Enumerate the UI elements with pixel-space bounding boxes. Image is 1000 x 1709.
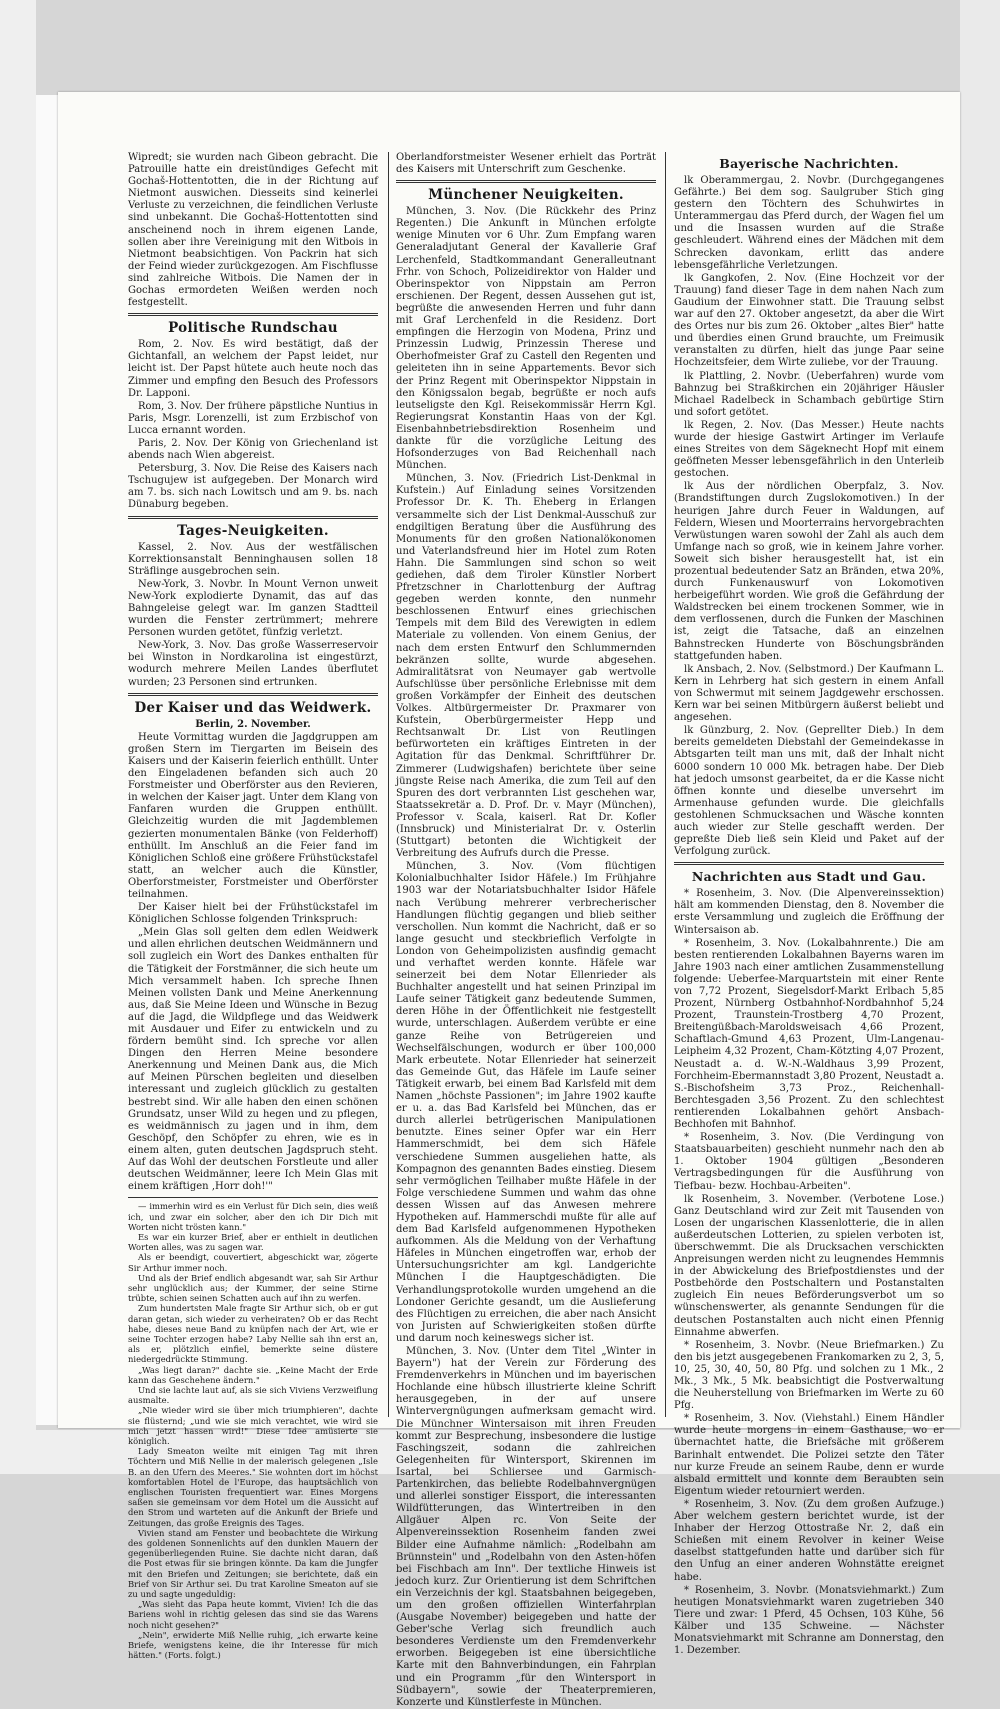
column-1 [128, 152, 378, 1661]
news-item: New-York, 3. Novbr. In Mount Vernon unweit New-York explodierte Dynamit, das auf das Bahngeleise gelegt war. Im ganzen Stadtteil wurden die Fenster zertrümmert; mehrere Personen wurden getötet, fünfzig verletzt. [128, 578, 378, 639]
feuilleton-paragraph: „Nie wieder wird sie über mich triumphieren", dachte sie flüsternd; „und wie sie mich verachtet, wie wird sie mich jetzt hassen wird!" Diese Idee amüsierte sie königlich. [128, 1405, 378, 1446]
news-item: lk Oberammergau, 2. Novbr. (Durchgegangenes Gefährte.) Bei dem sog. Saulgruber Stich ging gestern den Töchtern des Schuhwirtes in Unterammergau das Pferd durch, der Wagen fiel um und die Insassen wurden auf die Straße geschleudert. Während eines der Mädchen mit dem Schrecken davonkam, erlitt das andere lebensgefährliche Verletzungen. [674, 175, 944, 271]
news-item: * Rosenheim, 3. Nov. (Die Verdingung von Staatsbauarbeiten) geschieht nunmehr nach den ab 1. Oktober 1904 gültigen „Besonderen Vertragsbedingungen für die Ausführung von Tiefbau- bezw. Hochbau-Arbeiten". [674, 1132, 944, 1192]
feuilleton-paragraph: Und sie lachte laut auf, als sie sich Viviens Verzweiflung ausmalte. [128, 1384, 378, 1406]
news-item: lk Plattling, 2. Novbr. (Ueberfahren) wurde vom Bahnzug bei Straßkirchen ein 20jähriger Häusler Michael Radelbeck in Schambach gebürtige Stirn und sofort getötet. [674, 370, 944, 418]
feuilleton-paragraph: „Nein", erwiderte Miß Nellie ruhig, „ich erwarte keine Briefe, wenigstens keine, die ihr Interesse für mich hätten." (Forts. folgt.) [128, 1629, 378, 1661]
section-divider [396, 180, 656, 183]
article-text: Oberlandforstmeister Wesener erhielt das Porträt des Kaisers mit Unterschrift zum Geschenke. [396, 152, 656, 176]
newspaper-page [58, 92, 960, 1708]
news-item: Kassel, 2. Nov. Aus der westfälischen Korrektionsanstalt Benninghausen sollen 18 Sträflinge ausgebrochen sein. [128, 541, 378, 577]
page-edge-strip [36, 95, 59, 1425]
section-heading: Der Kaiser und das Weidwerk. [134, 699, 372, 716]
news-item: * Rosenheim, 3. Novbr. (Neue Briefmarken.) Zu den bis jetzt ausgegebenen Frankomarken zu 2, 3, 5, 10, 25, 30, 40, 50, 80 Pfg. und solchen zu 1 Mk., 2 Mk., 3 Mk., 5 Mk. beabsichtigt die Postverwaltung die Neuherstellung von Briefmarken im Werte zu 60 Pfg. [674, 1339, 944, 1412]
article-paragraph: „Mein Glas soll gelten dem edlen Weidwerk und allen ehrlichen deutschen Weidmännern und soll zugleich ein Wort des Dankes enthalten für die Tätigkeit der Forstmänner, die sich heute um Mich versammelt haben. Ich spreche Ihnen Meinen vollsten Dank und Meine Anerkennung aus, daß Sie Meine Ideen und Wünsche in Bezug auf die Jagd, die Wildpflege und das Weidwerk mit Ausdauer und Eifer zu entwickeln und zu fördern bemüht sind. Ich spreche vor allen Dingen den Herren Meine besondere Anerkennung und Meinen Dank aus, die Mich auf Meinen Pürschen begleiten und dieselben interessant und zugleich glücklich zu gestalten bestrebt sind. Wir alle haben den einen schönen Grundsatz, unser Wild zu hegen und zu pflegen, es weidmännisch zu jagen und in ihm, dem Geschöpf, den Schöpfer zu ehren, wie es in einem alten, guten deutschen Jagdspruch steht. Auf das Wohl der deutschen Forstleute und aller deutschen Weidmänner, leere Ich Mein Glas mit einem kräftigen ‚Horr doh!'" [128, 927, 378, 1193]
news-item: lk Regen, 2. Nov. (Das Messer.) Heute nachts wurde der hiesige Gastwirt Artinger im Verlaufe eines Streites von dem Sägeknecht Hopf mit einem geöffneten Messer lebensgefährlich in den Unterleib gestochen. [674, 419, 944, 480]
news-item: München, 3. Nov. (Vom flüchtigen Kolonialbuchhalter Isidor Häfele.) Im Frühjahre 1903 war der Notariatsbuchhalter Isidor Häfele nach Verübung mehrerer verbrecherischer Handlungen flüchtig gegangen und blieb seither verschollen. Nun kommt die Nachricht, daß er so lange gesucht und steckbrieflich Verfolgte in London von Geheimpolizisten ausfindig gemacht und verhaftet werden konnte. Häfele war seinerzeit bei dem Notar Ellenrieder als Buchhalter angestellt und hat seinen Prinzipal im Laufe seiner Tätigkeit ganz bedeutende Summen, deren Höhe in der Öffentlichkeit nie festgestellt wurde, unterschlagen. Außerdem verübte er eine ganze Reihe von Betrügereien und Wechselfälschungen, wodurch er über 100,000 Mark erbeutete. Notar Ellenrieder hat seinerzeit das Gemeinde Gut, das Häfele im Laufe seiner Tätigkeit erwarb, bei einem Bad Karlsfeld mit dem Namen „höchste Passionen"; im Jahre 1902 kaufte er u. a. das Bad Karlsfeld bei München, das er durch allerlei betrügerischen Manipulationen benutzte. Eines seiner Opfer war ein Herr Hammerschmidt, bei dem sich Häfele verschiedene Summen ausgeliehen hatte, als Kompagnon des genannten Bades einstieg. Diesem sehr vermöglichen Teilhaber mußte Häfele in der Folge verschiedene Summen und wahm das ohne dessen Wissen auf das Anwesen mehrere Hypotheken auf. Hammerschdi mußte für alle auf dem Bad Karlsfeld aufgenommenen Hypotheken aufkommen. Als die Meldung von der Verhaftung Häfeles in München eingetroffen war, erhob der Untersuchungsrichter am kgl. Landgerichte München I die Hauptgeschädigten. Die Verhandlungsprotokolle wurden umgehend an die Londoner Gerichte gesandt, um die Auslieferung des Flüchtigen zu erreichen, die aber nach Ansicht von Juristen auf Schwierigkeiten stoßen dürfte und darum noch keineswegs sicher ist. [396, 861, 656, 1344]
article-paragraph: Heute Vormittag wurden die Jagdgruppen am großen Stern im Tiergarten im Beisein des Kaisers und der Kaiserin feierlich enthüllt. Unter den Eingeladenen befanden sich auch 20 Forstmeister und Oberförster aus den Revieren, in welchen der Kaiser jagt. Unter dem Klang von Fanfaren wurden die Gruppen enthüllt. Gleichzeitig wurden die mit Jagdemblemen gezierten monumentalen Bänke (von Felderhoff) enthüllt. Im Anschluß an die Feier fand im Königlichen Schloß eine größere Frühstückstafel statt, an welcher auch die Künstler, Oberforstmeister, Forstmeister und Oberförster teilnahmen. [128, 731, 378, 900]
section-divider [674, 862, 944, 865]
section-heading: Münchener Neuigkeiten. [428, 187, 624, 204]
feuilleton [128, 1201, 378, 1660]
article-paragraph: Der Kaiser hielt bei der Frühstückstafel im Königlichen Schlosse folgenden Trinkspruch: [128, 902, 378, 926]
news-item: lk Rosenheim, 3. November. (Verbotene Lose.) Ganz Deutschland wird zur Zeit mit Tausenden von Losen der ungarischen Klassenlotterie, die in allen außerdeutschen Lotterien, zu spielen verboten ist, überschwemmt. Die als Drucksachen verschickten Anpreisungen werden nicht zu leugnendes Hemmnis in der Abwickelung des Briefpostdienstes und der Postbehörde den Postschaltern und Postanstalten zugleich Ein neues Beförderungsverbot um so wünschenswerter, als genannte Sendungen für die deutschen Postanstalten auch nicht einen Pfennig Einnahme abwerfen. [674, 1193, 944, 1338]
feuilleton-paragraph: Und als der Brief endlich abgesandt war, sah Sir Arthur sehr unglücklich aus; der Kummer, der seine Stirne trübte, schien seinen Schatten auch auf ihn zu werfen. [128, 1272, 378, 1304]
news-item: * Rosenheim, 3. Nov. (Die Alpenvereinssektion) hält am kommenden Dienstag, den 8. November die erste Versammlung und zugleich die Eröffnung der Wintersaison ab. [674, 888, 944, 936]
section-heading: Tages-Neuigkeiten. [177, 522, 329, 539]
news-item: lk Aus der nördlichen Oberpfalz, 3. Nov. (Brandstiftungen durch Zugslokomotiven.) In der heurigen Jahre durch Feuer in Waldungen, auf Feldern, Wiesen und Moorterrains hervorgebrachten Verwüstungen waren sowohl der Zahl als auch dem Umfange nach so groß, wie in keinem Jahre vorher. Soweit sich bisher herausgestellt hat, ist ein prozentual bedeutender Satz an Bränden, etwa 20%, durch Funkenauswurf von Lokomotiven herbeigeführt worden. Wie groß die Gefährdung der Waldstrecken bei einem trockenen Sommer, wie in dem verflossenen, durch die Funken der Maschinen ist, zeigt die Tatsache, daß an einzelnen Bahnstrecken Hunderte von Böschungsbränden stattgefunden haben. [674, 481, 944, 662]
news-item: lk Ansbach, 2. Nov. (Selbstmord.) Der Kaufmann L. Kern in Lehrberg hat sich gestern in einem Anfall von Schwermut mit seinem Jagdgewehr erschossen. Kern war bei seinen Mitbürgern äußerst beliebt und angesehen. [674, 663, 944, 724]
scan-margin-right [960, 0, 1000, 1474]
feuilleton-paragraph: Lady Smeaton weilte mit einigen Tag mit ihren Töchtern und Miß Nellie in der malerisch gelegenen „Isle B. an den Ufern des Meeres." Sie wohnten dort im höchst komfortablen Hotel de l'Europe, das hauptsächlich von englischen Touristen frequentiert war. Eines Morgens saßen sie gemeinsam vor dem Hotel um die Aussicht auf den Strom und warteten auf die Ankunft der Briefe und Zeitungen, das große Ereignis des Tages. [128, 1446, 378, 1528]
news-item: New-York, 3. Nov. Das große Wasserreservoir bei Winston in Nordkarolina ist eingestürzt, wodurch mehrere Meilen Landes überflutet wurden; 23 Personen sind ertrunken. [128, 640, 378, 688]
feuilleton-paragraph: Es war ein kurzer Brief, aber er enthielt in deutlichen Worten alles, was zu sagen war. [128, 1231, 378, 1253]
article-text: Wipredt; sie wurden nach Gibeon gebracht. Die Patrouille hatte ein dreistündiges Gefecht mit Gochaš-Hottentotten, die in der Richtung auf Nietmont auswichen. Diesseits sind keinerlei Verluste zu verzeichnen, die feindlichen Verluste sind unbekannt. Die Gochaš-Hottentotten sind anscheinend noch in ihrem eigenen Lande, sollen aber ihre Vereinigung mit den Witbois in Nietmont beabsichtigen. Von Packrin hat sich der Feind wieder zurückgezogen. Am Fischflusse sind zahlreiche Witbois. Die Namen der in Gochas ermordeten Weißen werden noch festgestellt. [128, 152, 378, 309]
news-item: München, 3. Nov. (Unter dem Titel „Winter in Bayern") hat der Verein zur Förderung des Fremdenverkehrs in München und im bayerischen Hochlande eine hübsch illustrierte kleine Schrift herausgegeben, in der auf unsere Wintervergnügungen aufmerksam gemacht wird. Die Münchner Wintersaison mit ihren Freuden kommt zur Besprechung, insbesondere die lustige Faschingszeit, sodann die zahlreichen Gelegenheiten für Wintersport, Skirennen im Isartal, bei Schliersee und Garmisch-Partenkirchen, das beliebte Rodelbahnvergnügen und allerlei sonstiger Eissport, die interessanten Wildfütterungen, das Wintertreiben in den Allgäuer Alpen rc. Von Seite der Alpenvereinssektion Rosenheim fanden zwei Bilder eine Aufnahme nämlich: „Rodelbahn am Brünnstein" und „Rodelbahn von den Asten-höfen bei Fischbach am Inn". Der textliche Hinweis ist jedoch kurz. Zur Orientierung ist dem Schriftchen ein Verzeichnis der kgl. Staatsbahnen beigegeben, um den großen offiziellen Winterfahrplan (Ausgabe November) beigegeben und hatte der Geber'sche Verlag sich freundlich auch besonderes Verdienste um den Fremdenverkehr erworben. Beigegeben ist eine übersichtliche Karte mit den Bahnverbindungen, ein Fahrplan und ein Programm „für den Wintersport in Südbayern", sowie der Theaterpremieren, Konzerte und Künstlerfeste in München. [396, 1346, 656, 1708]
column-3 [674, 152, 944, 1657]
news-item: München, 3. Nov. (Friedrich List-Denkmal in Kufstein.) Auf Einladung seines Vorsitzenden Professor Dr. K. Th. Eheberg in Erlangen versammelte sich der List Denkmal-Ausschuß zur endgiltigen Beratung über die Ausführung des Monuments für den großen Nationalökonomen und Vaterlandsfreund hier im Hotel zum Roten Hahn. Die Sammlungen sind schon so weit gediehen, daß dem Tiroler Künstler Norbert Pfretzschner in Charlottenburg der Auftrag gegeben werden konnte, den nunmehr beschlossenen Entwurf eines griechischen Tempels mit dem Bild des Verewigten in edlem Materiale zu vollenden. Von einem Genius, der nach dem ersten Entwurf den Schlummernden bekränzen sollte, wurde abgesehen. Admiralitätsrat von Neumayer gab wertvolle Aufschlüsse über persönliche Erlebnisse mit dem großen Vorkämpfer der Einheit des deutschen Volkes. Altbürgermeister Dr. Praxmarer von Kufstein, Oberbürgermeister Hepp und Rechtsanwalt Dr. List von Reutlingen befürworteten ein kräftiges Eintreten in der Agitation für das Denkmal. Schriftführer Dr. Zimmerer (Ludwigshafen) berichtete über seine jüngste Reise nach Amerika, die zum Teil auf den Spuren des dort verbrannten List geschehen war, Staatssekretär a. D. Prof. Dr. v. Mayr (München), Professor v. Scala, kaiserl. Rat Dr. Kofler (Innsbruck) und Ministerialrat Dr. v. Osterlin (Stuttgart) betonten die Wichtigkeit der Verbreitung des Aufrufs durch die Presse. [396, 473, 656, 860]
news-item: * Rosenheim, 3. Nov. (Lokalbahnrente.) Die am besten rentierenden Lokalbahnen Bayerns waren im Jahre 1903 nach einer amtlichen Zusammenstellung folgende: Ueberfee-Marquartstein mit einer Rente von 7,72 Prozent, Siegelsdorf-Markt Erlbach 5,85 Prozent, Nürnberg Ostbahnhof-Nordbahnhof 5,24 Prozent, Traunstein-Trostberg 4,70 Prozent, Breitengüßbach-Maroldsweisach 4,66 Prozent, Schaftlach-Gmund 4,63 Prozent, Ulm-Langenau-Leipheim 4,32 Prozent, Cham-Kötzting 4,07 Prozent, Neustadt a. d. W.-N.-Waldhaus 3,99 Prozent, Forchheim-Ebermannstadt 3,80 Prozent, Neustadt a. S.-Bischofsheim 3,73 Proz., Reichenhall-Berchtesgaden 3,56 Prozent. Zu den schlechtest rentierenden Lokalbahnen gehört Ansbach-Bechhofen mit Bahnhof. [674, 937, 944, 1131]
feuilleton-paragraph: „Was sieht das Papa heute kommt, Vivien! Ich die das Bariens wohl in richtig gelesen das sind sie das Warens noch nicht gesehen?" [128, 1599, 378, 1630]
feuilleton-paragraph: Als er beendigt, couvertiert, abgeschickt war, zögerte Sir Arthur immer noch. [128, 1252, 378, 1273]
feuilleton-paragraph: Zum hundertsten Male fragte Sir Arthur sich, ob er gut daran getan, sich wieder zu verheiraten? Ob er das Recht habe, dieses neue Band zu knüpfen nach der Art, wie er seine Tochter erzogen habe? Laby Nellie sah ihn erst an, als er, plötzlich einfiel, bemerkte seine düstere niedergedrückte Stimmung. [128, 1303, 378, 1365]
news-item: Rom, 2. Nov. Es wird bestätigt, daß der Gichtanfall, an welchem der Papst leidet, nur leicht ist. Der Papst hütete auch heute noch das Zimmer und empfing den Besuch des Professors Dr. Lapponi. [128, 339, 378, 399]
news-item: Paris, 2. Nov. Der König von Griechenland ist abends nach Wien abgereist. [128, 437, 378, 462]
news-item: * Rosenheim, 3. Nov. (Zu dem großen Aufzuge.) Aber welchem gestern berichtet wurde, ist der Inhaber der Herzog Ottostraße Nr. 2, daß ein Schießen mit einem Revolver in keiner Weise daselbst stattgefunden hatte und darüber sich für den Unfug an einer anderen Wohnstätte ereignet habe. [674, 1498, 944, 1583]
section-heading: Nachrichten aus Stadt und Gau. [691, 869, 927, 885]
column-rule [665, 152, 666, 1417]
news-item: * Rosenheim, 3. Novbr. (Monatsviehmarkt.) Zum heutigen Monatsviehmarkt waren zugetrieben 340 Tiere und zwar: 1 Pferd, 45 Ochsen, 103 Kühe, 56 Kälber und 135 Schweine. — Nächster Monatsviehmarkt mit Schranne am Donnerstag, den 1. Dezember. [674, 1584, 944, 1657]
feuilleton-paragraph: — immerhin wird es ein Verlust für Dich sein, dies weiß ich, und zwar ein solcher, aber den ich Dir Dich mit Worten nicht trösten kann." [128, 1201, 378, 1232]
news-item: Rom, 3. Nov. Der frühere päpstliche Nuntius in Paris, Msgr. Lorenzelli, ist zum Erzbischof von Lucca ernannt worden. [128, 400, 378, 436]
section-divider [128, 516, 378, 519]
news-item: * Rosenheim, 3. Nov. (Viehstahl.) Einem Händler wurde heute morgens in einem Gasthause, wo er übernachtet hatte, die Briefsäche mit größerem Barinhalt entwendet. Die Polizei setzte den Täter nur kurze Freude an seinem Raube, denn er wurde alsbald ermittelt und konnte dem Beraubten sein Eigentum wieder retourniert werden. [674, 1413, 944, 1497]
section-divider [128, 693, 378, 696]
column-rule [388, 152, 389, 1417]
news-item: Petersburg, 3. Nov. Die Reise des Kaisers nach Tschugujew ist aufgegeben. Der Monarch wird am 7. bs. sich nach Lowitsch und am 9. bs. nach Dünaburg begeben. [128, 463, 378, 511]
section-heading: Politische Rundschau [168, 320, 338, 337]
feuilleton-paragraph: „Was liegt daran?" dachte sie. „Keine Macht der Erde kann das Geschehene ändern." [128, 1364, 378, 1385]
feuilleton-paragraph: Vivien stand am Fenster und beobachtete die Wirkung des goldenen Sonnenlichts auf den dunklen Mauern der gegenüberliegenden Ruine. Sie dachte nicht daran, daß die Post etwas für sie bringen könnte. Da kam die Jungfer mit den Briefen und Zeitungen; sie berichtete, daß ein Brief von Sir Arthur sei. Du trat Karoline Smeaton auf sie zu und sagte ungeduldig: [128, 1527, 378, 1600]
news-item: lk Günzburg, 2. Nov. (Geprellter Dieb.) In dem bereits gemeldeten Diebstahl der Gemeindekasse in Abtsgarten teilt man uns mit, daß der Inhalt nicht 6000 sondern 10 000 Mk. betragen habe. Der Dieb hat jedoch umsonst gearbeitet, da er die Kasse nicht öffnen konnte und dieselbe unversehrt im Armenhause gefunden wurde. Die gleichfalls gestohlenen Schmucksachen und Wäsche konnten auch wieder zur Stelle geschafft werden. Der gepreßte Dieb ließ sein Kleid und Paket auf der Verfolgung zurück. [674, 725, 944, 858]
scan-margin-left [0, 0, 36, 1474]
column-2 [396, 152, 656, 1708]
news-item: München, 3. Nov. (Die Rückkehr des Prinz Regenten.) Die Ankunft in München erfolgte wenige Minuten vor 6 Uhr. Zum Empfang waren Generaladjutant General der Kavallerie Graf Lerchenfeld, Stadtkommandant Generalleutnant Frhr. von Schoch, Polizeidirektor von Halder und Oberinspektor von Nippstain am Perron erschienen. Der Regent, dessen Aussehen gut ist, begrüßte die anwesenden Herren und fuhr dann mit Graf Lerchenfeld in die Residenz. Dort empfingen die Herzogin von Modena, Prinz und Prinzessin Ludwig, Prinzessin Therese und Oberhofmeister Graf zu Castell den Regenten und geleiteten ihn in seine Appartements. Bevor sich der Prinz Regent mit Oberinspektor Nippstain in den Königssalon begab, begrüßte er noch aufs leutseligste den Kgl. Reisekommissär Herrn Kgl. Regierungsrat Konstantin Haas von der Kgl. Eisenbahnbetriebsdirektion Rosenheim und dankte für die vorzügliche Leitung des Hofsonderzuges von Bad Reichenhall nach München. [396, 206, 656, 472]
dateline: Berlin, 2. November. [195, 718, 311, 730]
section-heading: Bayerische Nachrichten. [719, 156, 899, 171]
feuilleton-divider [128, 1197, 378, 1198]
news-item: lk Gangkofen, 2. Nov. (Eine Hochzeit vor der Trauung) fand dieser Tage in dem nahen Nach zum Gaudium der Einwohner statt. Die Trauung selbst war auf den 27. Oktober angesetzt, da aber die Wirt des Ortes nur bis zum 26. Oktober „altes Bier" hatte und überdies einen Grund brauchte, um Freimusik veranstalten zu dürfen, hielt das junge Paar seine Hochzeitsfeier, dem Wirte zuliebe, vor der Trauung. [674, 272, 944, 369]
section-divider [128, 313, 378, 316]
